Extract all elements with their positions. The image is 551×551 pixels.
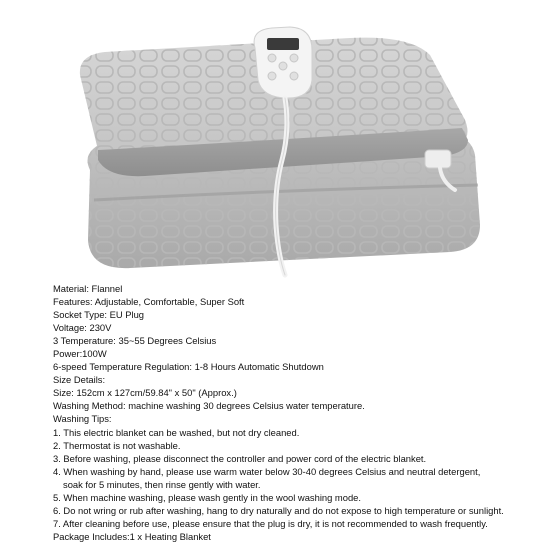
controller-icon (254, 27, 312, 98)
spec-line: Features: Adjustable, Comfortable, Super Soft (53, 296, 245, 308)
spec-line: Size: 152cm x 127cm/59.84" x 50" (Approx.) (53, 387, 237, 399)
spec-line: Power:100W (53, 348, 107, 360)
spec-line: 3. Before washing, please disconnect the controller and power cord of the electric blanket. (53, 452, 427, 464)
spec-line: soak for 5 minutes, then rinse gently with water. (63, 478, 261, 490)
spec-line: 1. This electric blanket can be washed, but not dry cleaned. (53, 426, 300, 438)
spec-line: 2. Thermostat is not washable. (53, 439, 181, 451)
spec-line: Package Includes:1 x Heating Blanket (53, 530, 211, 542)
spec-line: 6. Do not wring or rub after washing, hang to dry naturally and do not expose to high temperature or sunlight. (53, 504, 504, 516)
spec-line: 3 Temperature: 35~55 Degrees Celsius (53, 335, 217, 347)
spec-line: 7. After cleaning before use, please ensure that the plug is dry, it is not recommended to wash frequently. (53, 517, 488, 529)
spec-line: 5. When machine washing, please wash gently in the wool washing mode. (53, 491, 361, 503)
spec-line: Size Details: (53, 374, 106, 386)
spec-line: Voltage: 230V (53, 322, 112, 334)
spec-line: Washing Tips: (53, 413, 112, 425)
spec-line: Socket Type: EU Plug (53, 309, 145, 321)
spec-line: Washing Method: machine washing 30 degrees Celsius water temperature. (53, 400, 365, 412)
spec-line: Material: Flannel (53, 283, 123, 294)
product-specs (53, 282, 543, 543)
product-image (50, 0, 510, 278)
spec-line: 6-speed Temperature Regulation: 1-8 Hours Automatic Shutdown (53, 361, 324, 373)
spec-line: 4. When washing by hand, please use warm water below 30-40 degrees Celsius and neutral detergent, (53, 465, 481, 477)
